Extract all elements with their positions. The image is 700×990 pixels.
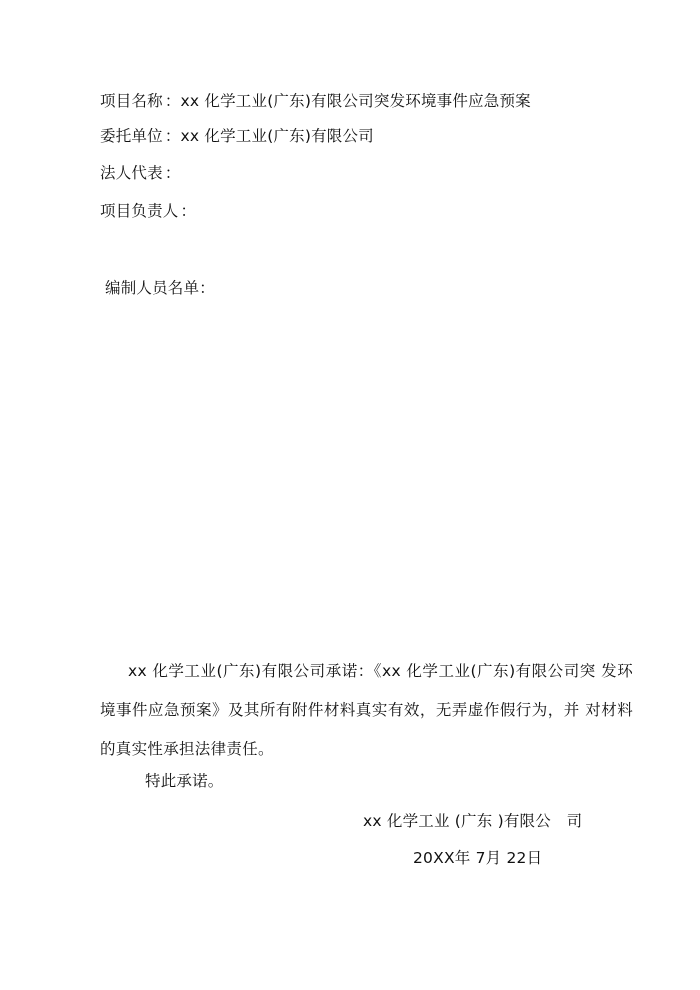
pledge-paragraph: xx 化学工业(广东)有限公司承诺：《xx 化学工业(广东)有限公司突 发环境事件应急预案》及其所有附件材料真实有效，无弄虚作假行为，并 对材料的真实性承担法律责任。 (100, 662, 633, 758)
project-lead-label: 项目负责人 (100, 202, 179, 220)
staff-list-label: 编制人员名单 (105, 279, 200, 297)
project-name-value: xx 化学工业(广东)有限公司突发环境事件应急预案 (180, 92, 531, 110)
pledge-closing: 特此承诺。 (145, 772, 224, 790)
project-lead-colon: ： (180, 202, 197, 220)
legal-rep-row (100, 163, 181, 183)
project-name-colon: ： (164, 92, 181, 110)
client-value: xx 化学工业(广东)有限公司 (180, 127, 374, 145)
client-row (100, 126, 374, 146)
client-label: 委托单位 (100, 127, 163, 145)
pledge-date: 20XX年 7月 22日 (413, 849, 543, 867)
client-colon: ： (164, 127, 181, 145)
staff-list-colon: ： (199, 279, 215, 297)
staff-list-row (105, 278, 215, 298)
project-name-row (100, 91, 531, 111)
project-lead-row (100, 201, 196, 221)
legal-rep-label: 法人代表 (100, 164, 163, 182)
project-name-label: 项目名称 (100, 92, 163, 110)
legal-rep-colon: ： (164, 164, 181, 182)
company-signature: xx 化学工业 (广东 )有限公 司 (363, 812, 583, 830)
